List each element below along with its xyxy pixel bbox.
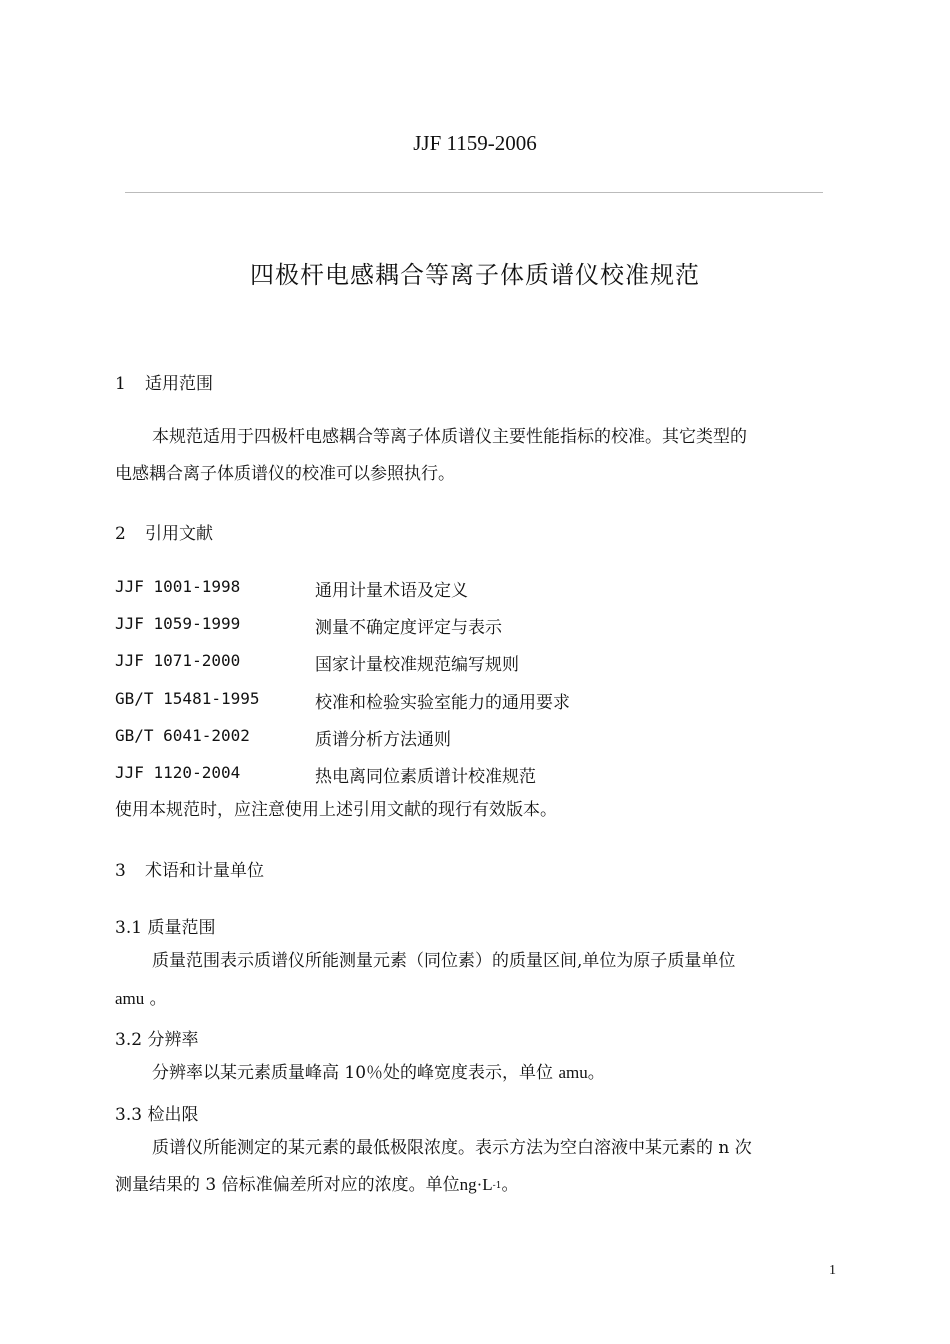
- subsection-3-1-line-2: [115, 988, 167, 1010]
- subsection-3-3-line-1: 质谱仪所能测定的某元素的最低极限浓度。表示方法为空白溶液中某元素的 n 次: [152, 1138, 752, 1158]
- unit-ng-per-l: ng·L: [459, 1175, 493, 1194]
- reference-title: 校准和检验实验室能力的通用要求: [315, 693, 570, 713]
- section-title: 适用范围: [145, 374, 213, 394]
- unit-amu: amu: [115, 989, 145, 1008]
- reference-code: JJF 1001-1998: [115, 577, 241, 596]
- section-title: 术语和计量单位: [145, 861, 264, 881]
- subsection-3-1-line-1: 质量范围表示质谱仪所能测量元素（同位素）的质量区间,单位为原子质量单位: [152, 951, 736, 971]
- section-2-heading: [115, 519, 213, 544]
- page-number: 1: [829, 1263, 836, 1278]
- reference-title: 国家计量校准规范编写规则: [315, 655, 519, 675]
- line-end: 。: [501, 1175, 519, 1195]
- section-number: 1: [115, 374, 126, 394]
- reference-code: JJF 1059-1999: [115, 614, 241, 633]
- subsection-3-1-heading: 3.1 质量范围: [115, 918, 216, 938]
- header-divider: [125, 192, 823, 193]
- reference-title: 质谱分析方法通则: [315, 730, 451, 750]
- reference-title: 通用计量术语及定义: [315, 581, 468, 601]
- line-end: 。: [587, 1063, 605, 1083]
- unit-exponent: -1: [492, 1181, 502, 1191]
- section-title: 引用文献: [145, 524, 213, 544]
- section-number: 2: [115, 524, 126, 544]
- section-1-paragraph-line-1: 本规范适用于四极杆电感耦合等离子体质谱仪主要性能指标的校准。其它类型的: [152, 427, 747, 447]
- unit-amu: amu: [558, 1063, 588, 1082]
- document-title: 四极杆电感耦合等离子体质谱仪校准规范: [250, 261, 700, 289]
- line-end: 。: [144, 989, 167, 1009]
- subsection-3-2-line: [152, 1062, 605, 1084]
- reference-title: 测量不确定度评定与表示: [315, 618, 502, 638]
- section-1-paragraph-line-2: 电感耦合离子体质谱仪的校准可以参照执行。: [115, 464, 455, 484]
- reference-code: JJF 1071-2000: [115, 651, 241, 670]
- reference-code: GB/T 15481-1995: [115, 689, 260, 708]
- paragraph-text: 测量结果的 3 倍标准偏差所对应的浓度。单位: [115, 1175, 460, 1195]
- section-3-heading: [115, 856, 264, 881]
- section-number: 3: [115, 861, 126, 881]
- reference-code: GB/T 6041-2002: [115, 726, 250, 745]
- subsection-3-3-line-2: [115, 1174, 518, 1197]
- reference-note: 使用本规范时，应注意使用上述引用文献的现行有效版本。: [115, 800, 557, 820]
- standard-code: JJF 1159-2006: [413, 131, 537, 155]
- section-1-heading: [115, 369, 213, 394]
- reference-code: JJF 1120-2004: [115, 763, 241, 782]
- subsection-3-3-heading: 3.3 检出限: [115, 1105, 199, 1125]
- paragraph-text: 分辨率以某元素质量峰高 10％处的峰宽度表示，单位: [152, 1063, 559, 1083]
- reference-title: 热电离同位素质谱计校准规范: [315, 767, 536, 787]
- subsection-3-2-heading: 3.2 分辨率: [115, 1030, 199, 1050]
